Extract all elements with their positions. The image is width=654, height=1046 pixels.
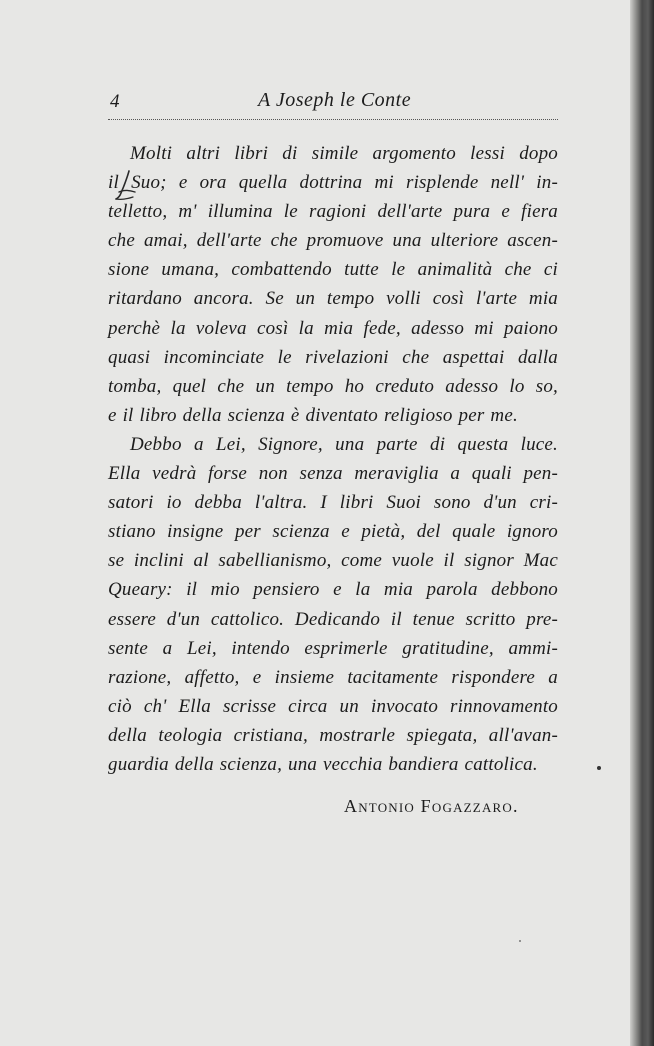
pencil-mark-icon — [115, 168, 137, 202]
text-line: essere d'un cattolico. Dedicando il tenue scritto pre- — [108, 608, 558, 630]
text-line: Ella vedrà forse non senza meraviglia a quali pen- — [108, 463, 558, 485]
text-line: satori io debba l'altra. I libri Suoi sono d'un cri- — [108, 492, 558, 514]
text-line: razione, affetto, e insieme tacitamente rispondere a — [108, 666, 558, 688]
text-line: guardia della scienza, una vecchia bandiera cattolica. — [108, 753, 538, 775]
running-title: A Joseph le Conte — [258, 89, 412, 111]
paper-speck — [597, 766, 601, 770]
text-line: ritardano ancora. Se un tempo volli così l'arte mia — [108, 288, 558, 310]
text-line: tomba, quel che un tempo ho creduto adesso lo so, — [108, 375, 558, 397]
text-line: e il libro della scienza è diventato religioso per me. — [108, 404, 518, 426]
text-line: telletto, m' illumina le ragioni dell'arte pura e fiera — [108, 201, 558, 223]
header-rule — [108, 119, 558, 120]
text-line: Molti altri libri di simile argomento lessi dopo — [130, 143, 558, 164]
paper-speck — [519, 940, 521, 942]
text-line: se inclini al sabellianismo, come vuole il signor Mac — [108, 550, 558, 572]
text-line: perchè la voleva così la mia fede, adesso mi paiono — [108, 317, 558, 339]
signature: Antonio Fogazzaro. — [344, 796, 519, 816]
text-line: che amai, dell'arte che promuove una ulteriore ascen- — [108, 230, 558, 252]
text-line: quasi incominciate le rivelazioni che aspettai dalla — [108, 346, 558, 368]
text-line: Debbo a Lei, Signore, una parte di questa luce. — [130, 433, 558, 455]
text-line: sione umana, combattendo tutte le animalità che ci — [108, 259, 558, 281]
page-number: 4 — [110, 91, 120, 112]
text-line: sente a Lei, intendo esprimerle gratitudine, ammi- — [108, 637, 558, 659]
text-line: Queary: il mio pensiero e la mia parola debbono — [108, 579, 558, 601]
dedication-text — [108, 139, 558, 779]
book-binding-edge — [630, 0, 654, 1046]
text-line: il Suo; e ora quella dottrina mi risplende nell' in- — [108, 172, 558, 194]
page-header — [108, 88, 558, 116]
text-line: ciò ch' Ella scrisse circa un invocato rinnovamento — [108, 695, 558, 717]
text-line: della teologia cristiana, mostrarle spiegata, all'avan- — [108, 724, 558, 746]
text-line: stiano insigne per scienza e pietà, del quale ignoro — [108, 521, 558, 543]
